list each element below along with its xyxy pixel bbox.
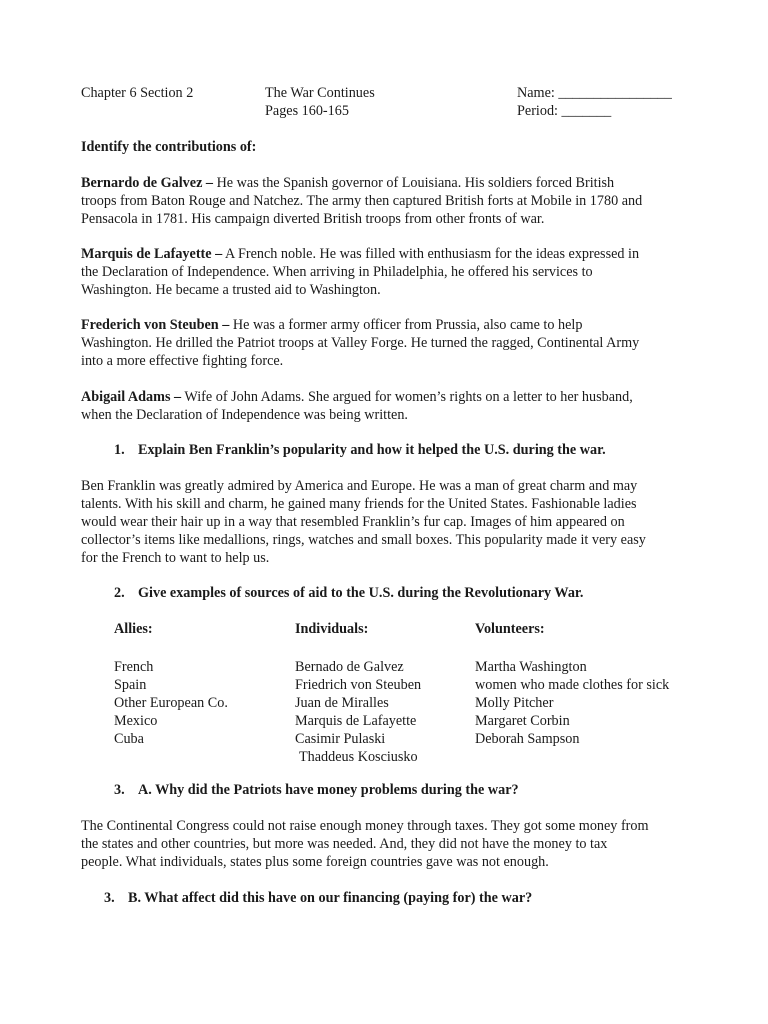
- list-item: women who made clothes for sick: [475, 677, 670, 693]
- individuals-column: [295, 620, 421, 766]
- list-item: Thaddeus Kosciusko: [299, 749, 418, 765]
- entry-steuben: [81, 316, 691, 370]
- question-number: 3.: [104, 890, 115, 906]
- entry-lafayette: [81, 245, 691, 299]
- question-text: B. What affect did this have on our financing (paying for) the war?: [128, 890, 533, 906]
- entry-name: Abigail Adams –: [81, 389, 182, 405]
- question-text: Give examples of sources of aid to the U.S. during the Revolutionary War.: [138, 585, 584, 601]
- question-text: A. Why did the Patriots have money problems during the war?: [138, 782, 519, 798]
- list-item: Mexico: [114, 713, 158, 729]
- answer-line: talents. With his skill and charm, he gained many friends for the United States. Fashionable ladies: [81, 496, 637, 512]
- identify-heading: Identify the contributions of:: [81, 139, 257, 155]
- question-text: Explain Ben Franklin’s popularity and how it helped the U.S. during the war.: [138, 442, 606, 458]
- answer-1: [81, 477, 691, 567]
- period-field: Period: _______: [517, 103, 612, 119]
- entry-adams: [81, 388, 691, 424]
- list-item: French: [114, 659, 154, 675]
- entry-text-line: when the Declaration of Independence was being written.: [81, 407, 408, 423]
- entry-text-line: A French noble. He was filled with enthusiasm for the ideas expressed in: [224, 246, 640, 262]
- pages-label: Pages 160-165: [265, 103, 349, 119]
- answer-line: for the French to want to help us.: [81, 550, 270, 566]
- entry-galvez: [81, 174, 691, 228]
- question-number: 1.: [114, 442, 125, 458]
- volunteers-column: [475, 620, 669, 748]
- list-item: Other European Co.: [114, 695, 228, 711]
- column-heading: Volunteers:: [475, 621, 545, 637]
- list-item: Martha Washington: [475, 659, 587, 675]
- list-item: Molly Pitcher: [475, 695, 554, 711]
- entry-text-line: He was the Spanish governor of Louisiana. His soldiers forced British: [216, 175, 615, 191]
- answer-line: The Continental Congress could not raise enough money through taxes. They got some money from: [81, 818, 649, 834]
- answer-line: the states and other countries, but more was needed. And, they did not have the money to tax: [81, 836, 608, 852]
- entry-text-line: He was a former army officer from Prussia, also came to help: [232, 317, 583, 333]
- list-item: Juan de Miralles: [295, 695, 389, 711]
- list-item: Cuba: [114, 731, 144, 747]
- list-item: Bernado de Galvez: [295, 659, 404, 675]
- entry-text-line: the Declaration of Independence. When arriving in Philadelphia, he offered his services to: [81, 264, 593, 280]
- question-3b: [104, 889, 532, 907]
- answer-line: would wear their hair up in a way that resembled Franklin’s fur cap. Images of him appeared on: [81, 514, 625, 530]
- list-item: Marquis de Lafayette: [295, 713, 417, 729]
- allies-column: [114, 620, 228, 748]
- entry-text-line: troops from Baton Rouge and Natchez. The army then captured British forts at Mobile in 1780 and: [81, 193, 643, 209]
- answer-3a: [81, 817, 691, 871]
- question-1: [114, 441, 606, 459]
- name-field: Name: ________________: [517, 85, 672, 101]
- entry-name: Bernardo de Galvez –: [81, 175, 214, 191]
- question-number: 2.: [114, 585, 125, 601]
- entry-text-line: Washington. He drilled the Patriot troops at Valley Forge. He turned the ragged, Continental Army: [81, 335, 640, 351]
- list-item: Casimir Pulaski: [295, 731, 386, 747]
- answer-line: collector’s items like medallions, rings, watches and small boxes. This popularity made it very easy: [81, 532, 646, 548]
- list-item: Margaret Corbin: [475, 713, 570, 729]
- column-heading: Allies:: [114, 621, 153, 637]
- question-2: [114, 584, 583, 602]
- answer-line: people. What individuals, states plus some foreign countries gave was not enough.: [81, 854, 549, 870]
- question-3a: [114, 781, 519, 799]
- entry-text-line: Pensacola in 1781. His campaign diverted British troops from other fronts of war.: [81, 211, 545, 227]
- entry-name: Marquis de Lafayette –: [81, 246, 223, 262]
- entry-text-line: Wife of John Adams. She argued for women’s rights on a letter to her husband,: [184, 389, 633, 405]
- list-item: Friedrich von Steuben: [295, 677, 422, 693]
- question-number: 3.: [114, 782, 125, 798]
- answer-line: Ben Franklin was greatly admired by America and Europe. He was a man of great charm and may: [81, 478, 638, 494]
- list-item: Deborah Sampson: [475, 731, 580, 747]
- entry-text-line: Washington. He became a trusted aid to Washington.: [81, 282, 381, 298]
- chapter-label: Chapter 6 Section 2: [81, 85, 194, 101]
- list-item: Spain: [114, 677, 147, 693]
- worksheet-title: The War Continues: [265, 85, 375, 101]
- entry-text-line: into a more effective fighting force.: [81, 353, 284, 369]
- column-heading: Individuals:: [295, 621, 369, 637]
- entry-name: Frederich von Steuben –: [81, 317, 230, 333]
